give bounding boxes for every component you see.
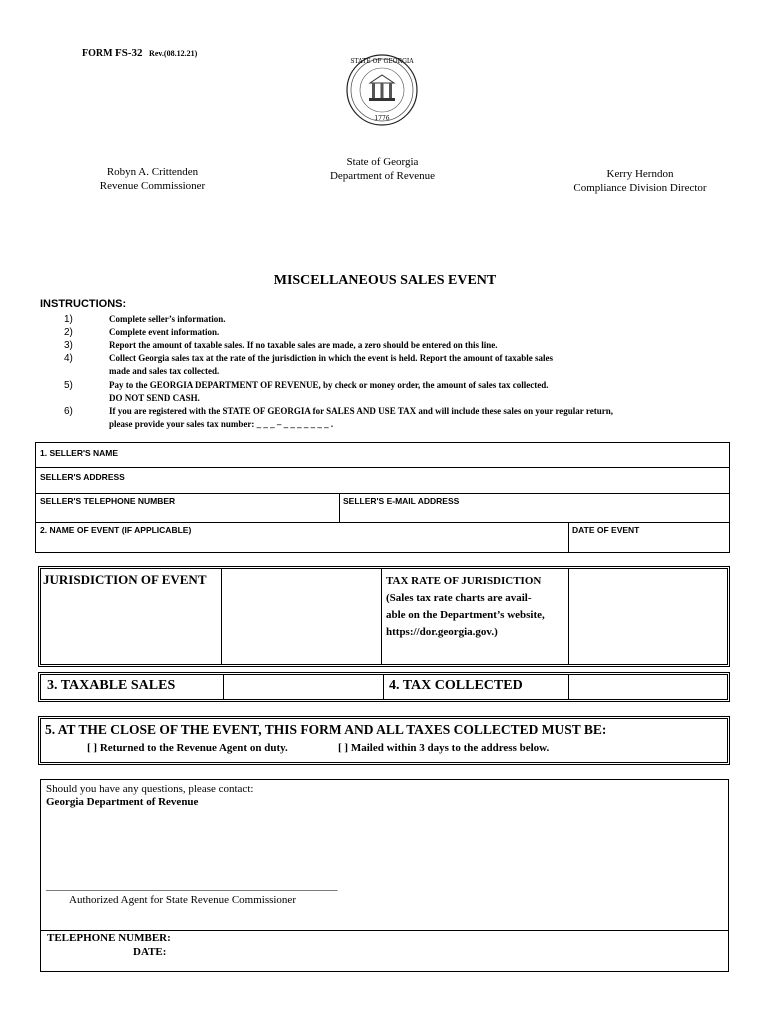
instruction-item: DO NOT SEND CASH. [109,393,200,403]
mail-option-checkbox[interactable]: [ ] Mailed within 3 days to the address below. [338,742,550,754]
signature-line: _____________________________________________________ [46,880,338,892]
agent-title: Authorized Agent for State Revenue Commissioner [69,894,296,906]
seller-event-section [35,442,730,553]
taxable-sales-label: 3. TAXABLE SALES [47,678,176,693]
state-seal-icon [345,53,419,127]
close-of-event-section [38,716,730,765]
telephone-label: TELEPHONE NUMBER: [47,932,171,944]
date-label: DATE: [133,946,167,958]
instruction-item: 3) Report the amount of taxable sales. If no taxable sales are made, a zero should be entered on this line. [64,340,498,351]
tax-rate-note: (Sales tax rate charts are avail- [386,592,532,604]
seller-phone-label: SELLER'S TELEPHONE NUMBER [40,496,176,506]
tax-rate-block [386,573,545,641]
contact-org: Georgia Department of Revenue [46,796,199,808]
instruction-item: 2) Complete event information. [64,327,220,338]
agency-block [315,155,450,183]
instruction-item: made and sales tax collected. [109,366,220,376]
seal-year: 1776 [374,115,390,122]
commissioner-block [85,165,220,193]
tax-rate-label: TAX RATE OF JURISDICTION [386,575,542,587]
event-date-label: DATE OF EVENT [572,525,640,535]
seal-text: STATE OF GEORGIA [350,58,414,65]
contact-intro: Should you have any questions, please contact: [46,783,254,795]
form-title: MISCELLANEOUS SALES EVENT [273,273,497,288]
director-block [555,167,725,195]
director-title: Compliance Division Director [573,182,707,194]
form-code: FS-32 [115,47,143,59]
agency-department: Department of Revenue [329,170,436,182]
instruction-item: 6) If you are registered with the STATE OF GEORGIA for SALES AND USE TAX and will include these sales on your regular return, [64,406,613,417]
director-name: Kerry Herndon [606,168,674,180]
seller-name-label: 1. SELLER'S NAME [40,448,119,458]
commissioner-name: Robyn A. Crittenden [106,166,199,178]
commissioner-title: Revenue Commissioner [99,180,206,192]
form-revision: Rev.(08.12.21) [149,49,198,58]
taxable-sales-section [38,672,730,702]
instruction-item: 4) Collect Georgia sales tax at the rate of the jurisdiction in which the event is held. Report the amount of taxable sales [64,353,553,364]
contact-section [40,779,729,972]
instruction-item: 5) Pay to the GEORGIA DEPARTMENT OF REVENUE, by check or money order, the amount of sales tax collected. [64,380,549,391]
tax-rate-url: https://dor.georgia.gov.) [386,626,498,638]
instructions-list [40,313,740,431]
form-label: FORM [82,48,113,59]
agency-state: State of Georgia [346,156,419,168]
jurisdiction-label: JURISDICTION OF EVENT [43,572,207,587]
tax-rate-note: able on the Department’s website, [386,609,545,621]
seller-email-label: SELLER'S E-MAIL ADDRESS [343,496,460,506]
instructions-heading: INSTRUCTIONS: [40,298,127,310]
seller-address-label: SELLER'S ADDRESS [40,472,125,482]
return-option-checkbox[interactable]: [ ] Returned to the Revenue Agent on duty. [87,742,288,754]
form-number [82,47,197,59]
close-event-label: 5. AT THE CLOSE OF THE EVENT, THIS FORM AND ALL TAXES COLLECTED MUST BE: [45,722,607,737]
tax-collected-label: 4. TAX COLLECTED [389,678,523,693]
instruction-item: please provide your sales tax number: _ _ _ – _ _ _ _ _ _ _ . [109,419,334,429]
instruction-item: 1) Complete seller’s information. [64,314,226,325]
jurisdiction-section [38,566,730,667]
event-name-label: 2. NAME OF EVENT (IF APPLICABLE) [40,525,192,535]
